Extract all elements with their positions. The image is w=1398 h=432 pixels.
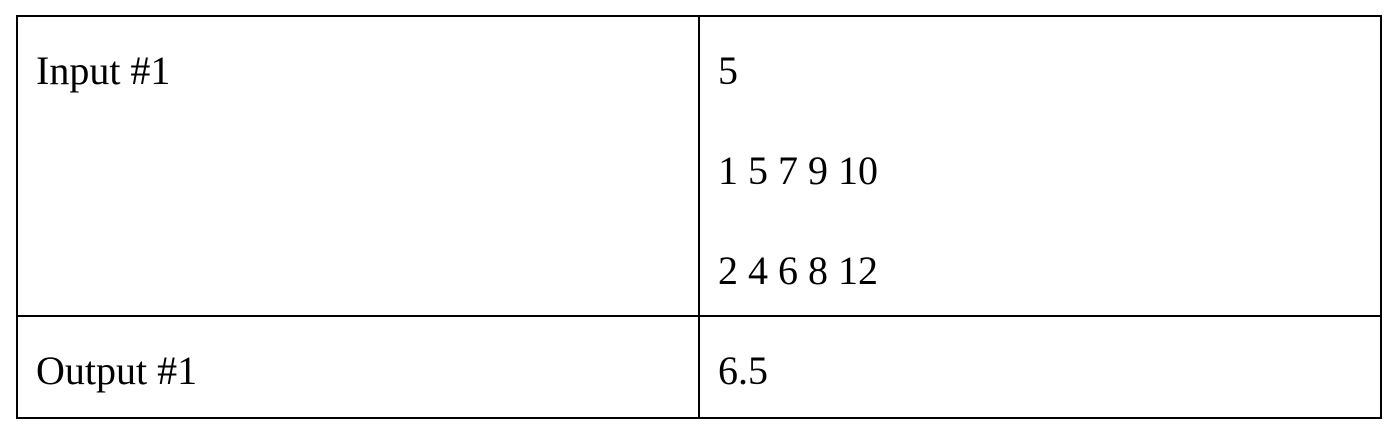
input-value-lines bbox=[700, 17, 1380, 291]
input-row bbox=[17, 16, 1381, 316]
output-label-cell bbox=[17, 316, 699, 418]
input-line-array-b: 2 4 6 8 12 bbox=[718, 248, 878, 293]
output-label: Output #1 bbox=[36, 348, 198, 393]
output-value: 6.5 bbox=[718, 348, 768, 393]
output-row bbox=[17, 316, 1381, 418]
io-example-table bbox=[16, 15, 1382, 419]
input-line-count: 5 bbox=[718, 48, 738, 93]
input-label: Input #1 bbox=[36, 48, 171, 93]
input-value-cell bbox=[699, 16, 1381, 316]
input-line-array-a: 1 5 7 9 10 bbox=[718, 148, 878, 193]
input-label-cell bbox=[17, 16, 699, 316]
output-value-cell bbox=[699, 316, 1381, 418]
